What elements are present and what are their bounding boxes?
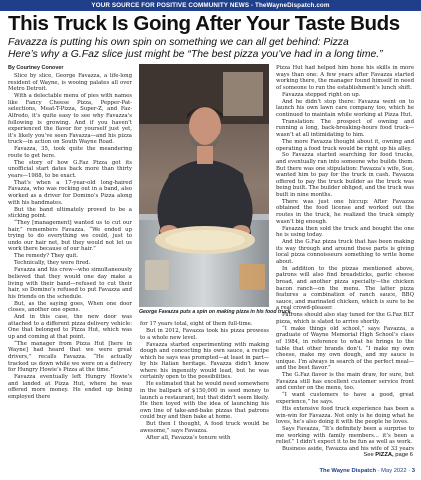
paragraph: And in this case, the new door was attached to a different pizza delivery vehicle: One that belonged to Pizza Hut, which was up and coming at that point. — [8, 314, 132, 340]
paragraph: With a delectable menu of pies with names like Fancy Cheese Pizza, Pepper-Pat-selections, Meat-T-Pizza, Super-Z, and Faz-Alfredo, it’s quite easy to see why Favazza’s following is growing. And if you haven’t experienced the flavor for yourself just yet, it’s likely you’ve seen Favazza—and his pizza truck—in action on South Wayne Road. — [8, 93, 132, 146]
paragraph: Favazza started experimenting with making dough and concocting his own sauce, a recipe which he says was prompted—at least in part—by his Italian heritage. Favazza didn’t know where his ingenuity would lead, but he was certainly open to the possibilities. — [140, 341, 269, 381]
deck-line: Here’s why a G.Faz slice just might be “The best pizza you’ve had in a long time.” — [8, 49, 383, 61]
paragraph: “I make things old school,” says Favazza, a graduate of Wayne Memorial High School’s class of 1984, in reference to what he brings to the table that other brands don’t. “I make my own cheese, make my own dough, and my sauce is unique. I’m always in search of the perfect meal—and the best flavor.” — [276, 325, 414, 372]
column-paragraphs — [140, 321, 269, 441]
paragraph: And the G.Faz pizza truck that has been making its way through and around these parts is giving local pizza connoisseurs something to write home about. — [276, 239, 414, 265]
byline: By Courtney Conover — [8, 65, 64, 71]
paragraph: Slice by slice, George Favazza, a life-long resident of Wayne, is wooing palates all over Metro Detroit. — [8, 73, 132, 93]
paragraph: But, as the saying goes, When one door closes, another one opens. — [8, 300, 132, 314]
paragraph: Favazza eventually left Hungry Howie’s and landed at Pizza Hut, where he was offered more money. He ended up being employed there — [8, 374, 132, 400]
deck — [8, 37, 418, 61]
paragraph: And he didn’t stop there: Favazza went on to launch his own lawn care company too, which he continued to maintain while working at Pizza Hut. — [276, 98, 414, 118]
paragraph: Pizza Hut had helped him hone his skills in more ways than one: A few years after Favazza started working there, the manager found himself in need of someone to run the establishment’s lunch shift. — [276, 65, 414, 91]
paragraph: That’s when a 17-year-old long-haired Favazza, who was rocking out in a band, also worked as a driver for Domino’s Pizza along with his bandmates. — [8, 179, 132, 206]
photo-illustration — [139, 64, 269, 307]
paragraph: for 17 years total, eight of them full-time. — [140, 321, 253, 327]
paragraph: His extensive food truck experience has been a win-win for Favazza. Not only is he doing what he loves, he’s also doing it with the people he loves. — [276, 405, 414, 426]
paragraph: He estimated that he would need somewhere in the ballpark of $150,000 in seed money to launch a restaurant, but that didn’t seem likely. He then toyed with the idea of launching his own line of take-and-bake pizzas that patrons could buy and then bake at home. — [140, 381, 269, 421]
headline: This Truck Is Going After Your Taste Buds — [8, 12, 400, 35]
continued-keyword: PIZZA, — [375, 452, 394, 458]
continued-on-label — [333, 452, 413, 458]
paragraph: The remedy? They quit. — [14, 253, 79, 260]
paragraph: “The manager from Pizza Hut [here in Wayne] had heard that we were great drivers,” recalls Favazza. “He actually tracked us down while we were on a delivery for Hungry Howie’s Pizza at the time.” — [8, 340, 132, 374]
column-paragraphs — [276, 65, 414, 452]
paragraph: “They [management] wanted us to cut our hair,” remembers Favazza. “We ended up trying to do everything we could, just to undo our hair net, but they would not let us work there because of our hair.” — [8, 220, 132, 253]
paragraph: But in 2012, Favazza took his pizza prowess to a whole new level. — [140, 327, 269, 341]
article-column-2 — [140, 321, 269, 463]
paragraph: But then I thought, A food truck would be awesome,” says Favazza. — [140, 421, 269, 434]
paragraph: Favazza stepped right on up. — [282, 91, 361, 98]
article-column-3 — [276, 65, 414, 452]
paragraph: There was just one hiccup: After Favazza obtained the food license and worked out the routes in the truck, he realized the truck simply wasn’t big enough. — [276, 198, 414, 225]
paragraph: Says Favazza, “It’s definitely been a surprise to me working with family members... it’s been a relief.” I didn’t expect it to be fun as well as work. — [276, 426, 414, 446]
continued-page: page 6 — [393, 452, 413, 458]
paragraph: The G.Faz flavor is the main draw, for sure, but Favazza still has excellent customer service front and center on the menu, too. — [276, 372, 414, 392]
paragraph: Business aside, Favazza and his wife of 33 years — [282, 446, 414, 452]
footer-page-number: 3 — [411, 468, 415, 474]
paragraph: Patrons should also stay tuned for the G.Faz BLT pizza, which is slated to arrive shortly. — [276, 312, 414, 325]
photo-caption: George Favazza puts a spin on making pizza in his food truck. — [139, 309, 293, 315]
paragraph: The story of how G.Faz Pizza got its unofficial start dates back more than thirty years—1988, to be exact. — [8, 159, 132, 179]
column-paragraphs — [8, 73, 132, 400]
article-column-1 — [8, 65, 132, 463]
page-footer — [270, 468, 415, 474]
deck-line: Favazza is putting his own spin on something we can all get behind: Pizza — [8, 37, 349, 48]
paragraph: “I want customers to have a good, great experience,” he says. — [276, 392, 414, 405]
continued-prefix: See — [363, 452, 376, 458]
paragraph: Technically, they were fired. — [14, 260, 91, 267]
paragraph: Translation: The prospect of owning and running a long, back-breaking-hours food truck—wasn’t at all intimidating to him. — [276, 118, 414, 138]
paragraph: In addition to the pizzas mentioned above, patrons will also find breadsticks, garlic cheese bread, and another pizza specialty—the chicken bacon ranch—on the menu. The latter pizza features a combination of ranch sauce, BBQ sauce, and marinated chicken, which is sure to be a real crowd-pleaser. — [276, 265, 414, 312]
paragraph: Favazza and his crew—who simultaneously believed that they would one day make a living with their band—refused to cut their hair, so Domino’s refused to put Favazza and his friends on the schedule. — [8, 267, 132, 300]
paragraph: After all, Favazza’s tenure with — [146, 434, 231, 441]
paragraph: Favazza, 35, took quite the meandering route to get here. — [8, 146, 132, 159]
paragraph: So Favazza started searching for food trucks, and eventually ran into someone who builds them. But there was one stipulation: Favazza’s wife, Sue, wanted him to pay for the truck in cash. Favazza offered to pay the truck builder as the truck was being built. The builder obliged, and the truck was built in nine months. — [276, 152, 414, 198]
article-photo — [139, 64, 269, 307]
footer-issue: · May 2022 · — [376, 468, 412, 474]
footer-publication: The Wayne Dispatch — [319, 468, 376, 474]
paragraph: But the band ultimately proved to be a sticking point. — [8, 206, 132, 220]
paragraph: The more Favazza thought about it, owning and operating a food truck would be right up his alley. — [276, 138, 414, 152]
top-banner: YOUR SOURCE FOR POSITIVE COMMUNITY NEWS - TheWayneDispatch.com — [0, 0, 421, 11]
paragraph: Favazza then sold the truck and bought the one he is using today. — [276, 225, 414, 239]
